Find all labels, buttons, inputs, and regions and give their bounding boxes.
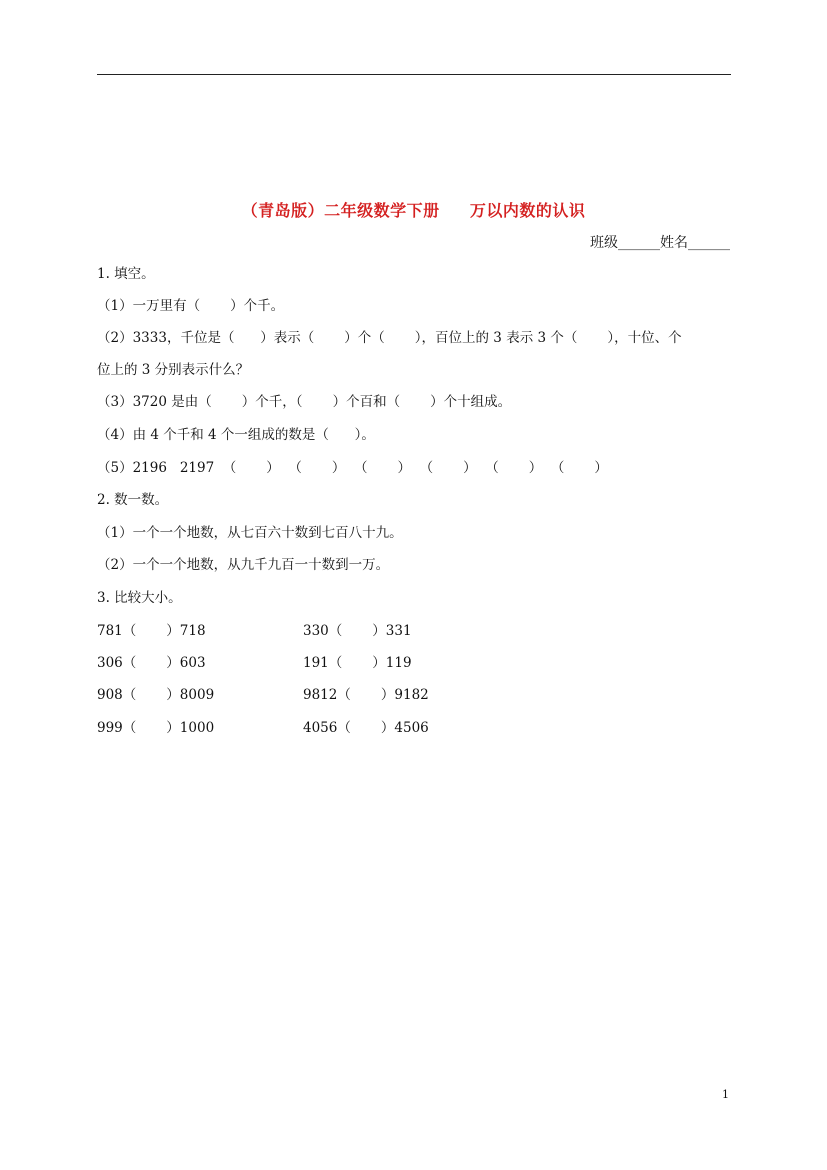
section1-question-3: （3）3720 是由（ ）个千，（ ）个百和（ ）个十组成。 (97, 394, 512, 410)
section2-heading: 2. 数一数。 (97, 492, 169, 508)
compare-right-1: 330（ ）331 (303, 623, 412, 639)
section1-question-4: （4）由 4 个千和 4 个一组成的数是（ ）。 (97, 427, 375, 443)
section1-question-5: （5）2196 2197 （ ） （ ） （ ） （ ） （ ） （ ） (97, 460, 608, 476)
section3-heading: 3. 比较大小。 (97, 590, 182, 606)
section2-question-2: （2）一个一个地数，从九千九百一十数到一万。 (97, 557, 390, 573)
section1-question-2-line2: 位上的 3 分别表示什么？ (97, 362, 250, 378)
section1-question-2-line1: （2）3333，千位是（ ）表示（ ）个（ ），百位上的 3 表示 3 个（ ），十位、个 (97, 330, 682, 346)
compare-left-3: 908（ ）8009 (97, 687, 215, 703)
compare-left-4: 999（ ）1000 (97, 720, 215, 736)
page-title: （青岛版）二年级数学下册 万以内数的认识 (241, 201, 586, 220)
header-rule (97, 74, 731, 75)
compare-right-2: 191（ ）119 (303, 655, 412, 671)
page-number: 1 (722, 1088, 729, 1101)
section2-question-1: （1）一个一个地数，从七百六十数到七百八十九。 (97, 525, 403, 541)
compare-right-4: 4056（ ）4506 (303, 720, 429, 736)
compare-left-1: 781（ ）718 (97, 623, 206, 639)
compare-left-2: 306（ ）603 (97, 655, 206, 671)
section1-question-1: （1）一万里有（ ）个千。 (97, 298, 285, 314)
section1-heading: 1. 填空。 (97, 266, 155, 282)
class-name-fields: 班级______姓名______ (590, 235, 730, 251)
compare-right-3: 9812（ ）9182 (303, 687, 429, 703)
